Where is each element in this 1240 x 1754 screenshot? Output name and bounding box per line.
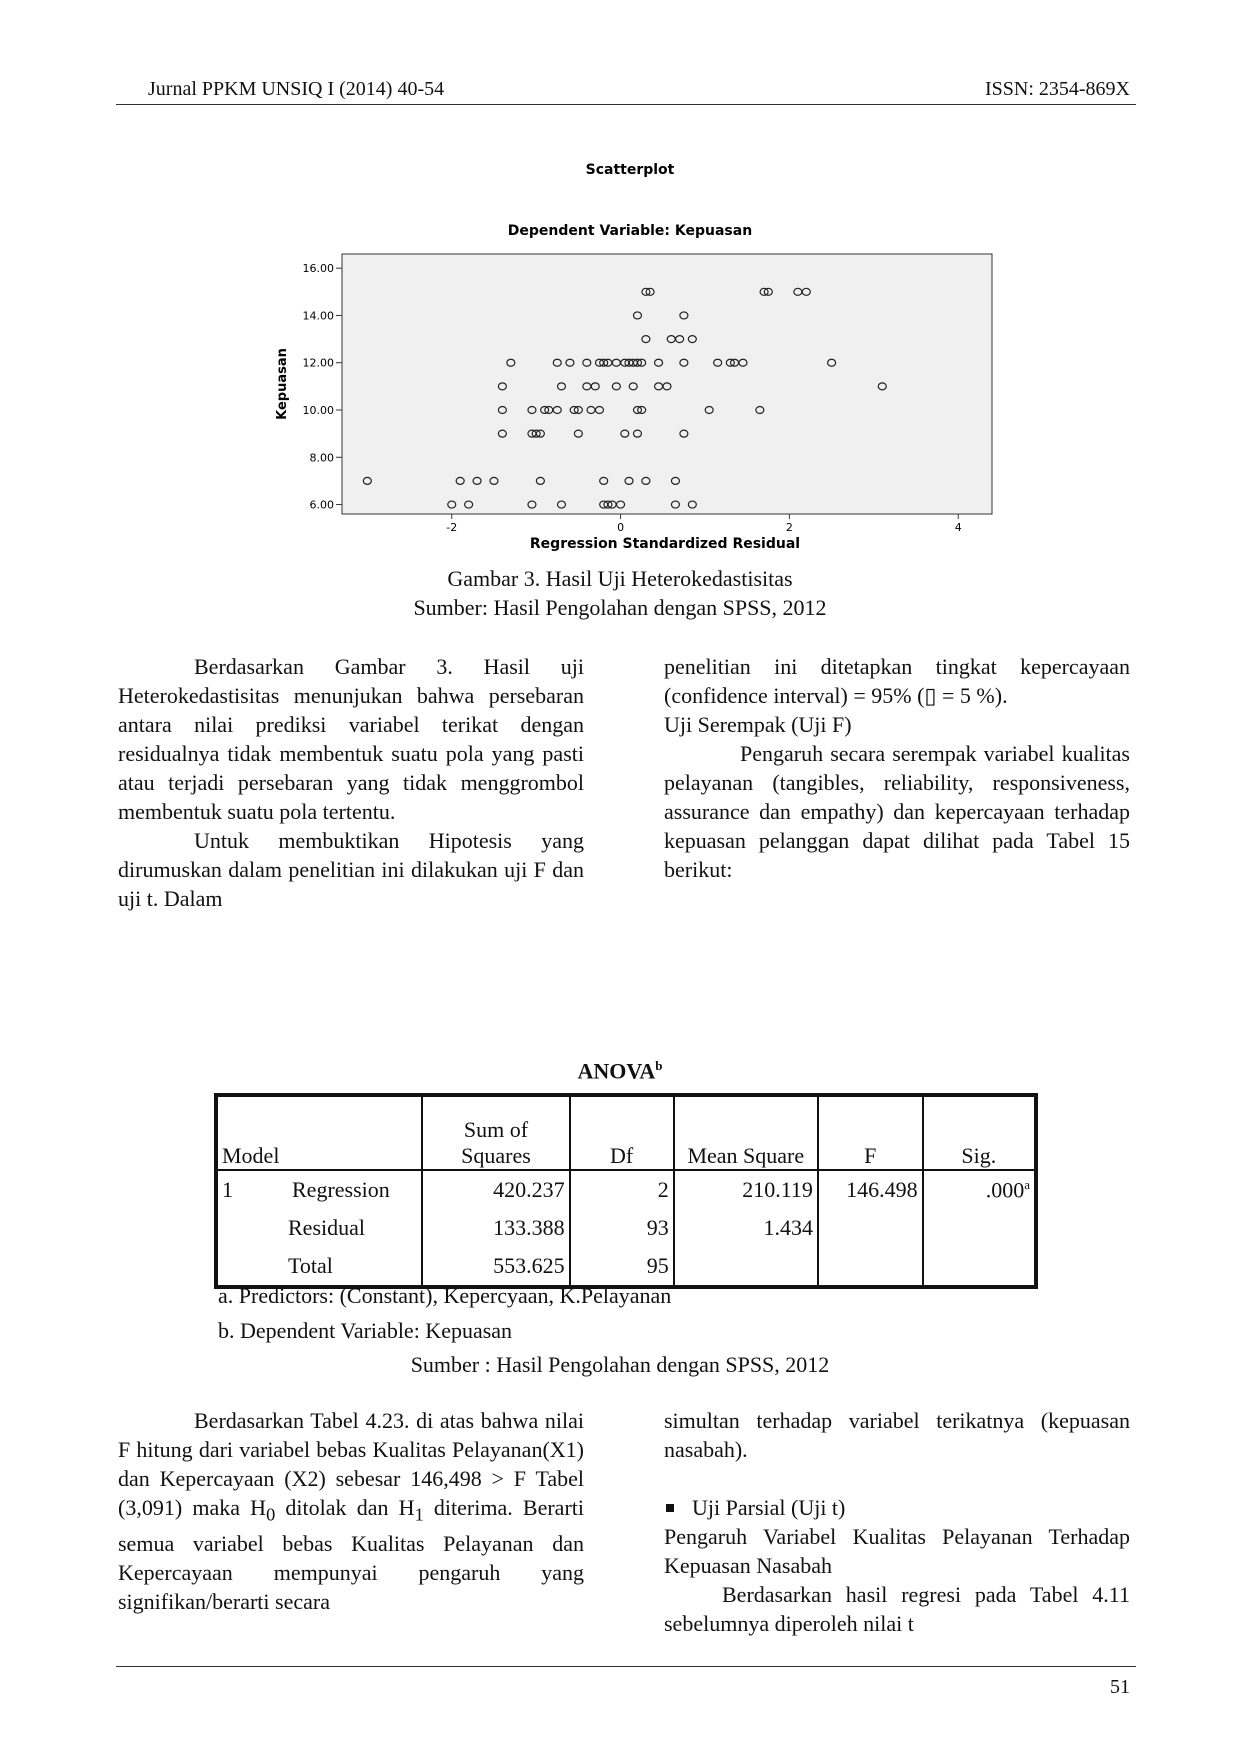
bullet-text: Uji Parsial (Uji t)	[692, 1495, 846, 1520]
left-column-bottom	[118, 1406, 584, 1616]
table-row	[216, 1170, 1036, 1209]
row-label: Total	[288, 1253, 333, 1278]
header-rule	[116, 104, 1136, 105]
cell-f	[818, 1247, 923, 1287]
cell-f	[818, 1209, 923, 1247]
row-model	[216, 1170, 422, 1209]
cell-sig	[923, 1247, 1036, 1287]
y-tick-label: 16.00	[302, 262, 334, 276]
header-model: Model	[216, 1095, 422, 1170]
bullet-icon	[666, 1504, 674, 1512]
scatterplot-chart	[260, 150, 1000, 560]
sig-value: .000	[985, 1177, 1025, 1203]
right-column-bottom	[664, 1406, 1130, 1638]
y-tick-label: 10.00	[302, 404, 334, 417]
anova-table	[214, 1093, 1038, 1289]
x-tick-label: 2	[785, 521, 793, 534]
subscript: 1	[414, 1504, 424, 1525]
cell-ss: 553.625	[422, 1247, 569, 1287]
paragraph: Berdasarkan Gambar 3. Hasil uji Heterokedastisitas menunjukan bahwa persebaran antara nilai prediksi variabel terikat dengan residualnya tidak membentuk suatu pola yang pasti atau terjadi persebaran yang tidak menggrombol membentuk suatu pola tertentu.	[118, 654, 584, 824]
figure-caption: Gambar 3. Hasil Uji Heterokedastisitas	[447, 566, 793, 591]
header-sig: Sig.	[923, 1095, 1036, 1170]
paragraph: simultan terhadap variabel terikatnya (kepuasan nasabah).	[664, 1408, 1130, 1462]
text-span: diterima. Berarti semua variabel bebas Kualitas Pelayanan dan Kepercayaan mempunyai pengaruh yang signifikan/berarti secara	[118, 1495, 584, 1615]
cell-ms: 210.119	[674, 1170, 818, 1209]
anova-header-row	[216, 1095, 1036, 1170]
section-heading: Pengaruh Variabel Kualitas Pelayanan Terhadap Kepuasan Nasabah	[664, 1524, 1130, 1578]
chart-subtitle: Dependent Variable: Kepuasan	[507, 223, 753, 239]
bullet-item	[664, 1493, 1130, 1522]
table-source: Sumber : Hasil Pengolahan dengan SPSS, 2012	[410, 1352, 830, 1377]
text-span: ditolak dan H	[275, 1495, 415, 1520]
row-label: Residual	[288, 1215, 365, 1240]
issn-header: ISSN: 2354-869X	[984, 78, 1130, 100]
x-axis	[446, 514, 961, 534]
y-axis-label: Kepuasan	[275, 348, 290, 420]
left-column-top	[118, 652, 584, 913]
x-tick-label: 4	[954, 521, 962, 534]
right-column-top	[664, 652, 1130, 884]
cell-df: 95	[570, 1247, 674, 1287]
cell-ms	[674, 1247, 818, 1287]
spacer	[664, 1464, 1130, 1493]
figure-source: Sumber: Hasil Pengolahan dengan SPSS, 2012	[413, 595, 827, 620]
cell-ss: 420.237	[422, 1170, 569, 1209]
x-tick-label: -2	[446, 521, 458, 534]
paragraph: penelitian ini ditetapkan tingkat kepercayaan (confidence interval) = 95% (▯ = 5 %).	[664, 654, 1130, 708]
header-f: F	[818, 1095, 923, 1170]
y-axis	[303, 262, 343, 511]
y-tick-label: 14.00	[302, 309, 334, 323]
model-number: 1	[222, 1177, 233, 1202]
footer-rule	[116, 1666, 1136, 1667]
y-tick-label: 6.00	[309, 498, 334, 512]
paragraph	[118, 1406, 584, 1616]
page-number: 51	[1110, 1676, 1130, 1698]
header-sum-of-squares	[422, 1095, 569, 1170]
header-ss-line1: Sum of	[463, 1117, 529, 1142]
y-tick-label: 8.00	[309, 451, 334, 465]
sig-sup: a	[1024, 1176, 1030, 1192]
plot-area	[342, 254, 992, 514]
cell-df: 93	[570, 1209, 674, 1247]
cell-ss: 133.388	[422, 1209, 569, 1247]
table-note-b: b. Dependent Variable: Kepuasan	[218, 1318, 513, 1343]
paragraph: Berdasarkan hasil regresi pada Tabel 4.11 sebelumnya diperoleh nilai t	[664, 1582, 1130, 1636]
subscript: 0	[266, 1504, 276, 1525]
table-row	[216, 1247, 1036, 1287]
journal-header: Jurnal PPKM UNSIQ I (2014) 40-54	[148, 78, 445, 100]
header-mean-square: Mean Square	[674, 1095, 818, 1170]
paragraph: Pengaruh secara serempak variabel kualitas pelayanan (tangibles, reliability, responsiveness, assurance dan empathy) dan kepercayaan terhadap kepuasan pelanggan dapat dilihat pada Tabel 15 berikut:	[664, 741, 1130, 882]
row-label: Regression	[292, 1177, 390, 1202]
y-tick-label: 12.00	[302, 356, 334, 370]
table-note-a: a. Predictors: (Constant), Kepercyaan, K.Pelayanan	[218, 1283, 672, 1308]
x-tick-label: 0	[617, 521, 625, 534]
text-span: Berdasarkan Tabel 4.23. di atas bahwa nilai F hitung dari variabel bebas Kualitas Pelayanan(X1) dan Kepercayaan (X2) sebesar 146,498 > F Tabel (3,091) maka H	[118, 1408, 584, 1520]
anova-title-sup: b	[655, 1058, 663, 1073]
table-row	[216, 1209, 1036, 1247]
header-ss-line2: Squares	[461, 1143, 531, 1168]
cell-df: 2	[570, 1170, 674, 1209]
anova-title-text: ANOVA	[577, 1058, 656, 1084]
cell-sig	[923, 1170, 1036, 1209]
paragraph: Untuk membuktikan Hipotesis yang dirumuskan dalam penelitian ini dilakukan uji F dan uji t. Dalam	[118, 828, 584, 911]
chart-title: Scatterplot	[585, 162, 675, 178]
header-df: Df	[570, 1095, 674, 1170]
anova-title	[0, 1058, 1240, 1084]
section-heading: Uji Serempak (Uji F)	[664, 712, 852, 737]
cell-ms: 1.434	[674, 1209, 818, 1247]
x-axis-label: Regression Standardized Residual	[529, 536, 801, 552]
cell-sig	[923, 1209, 1036, 1247]
cell-f: 146.498	[818, 1170, 923, 1209]
